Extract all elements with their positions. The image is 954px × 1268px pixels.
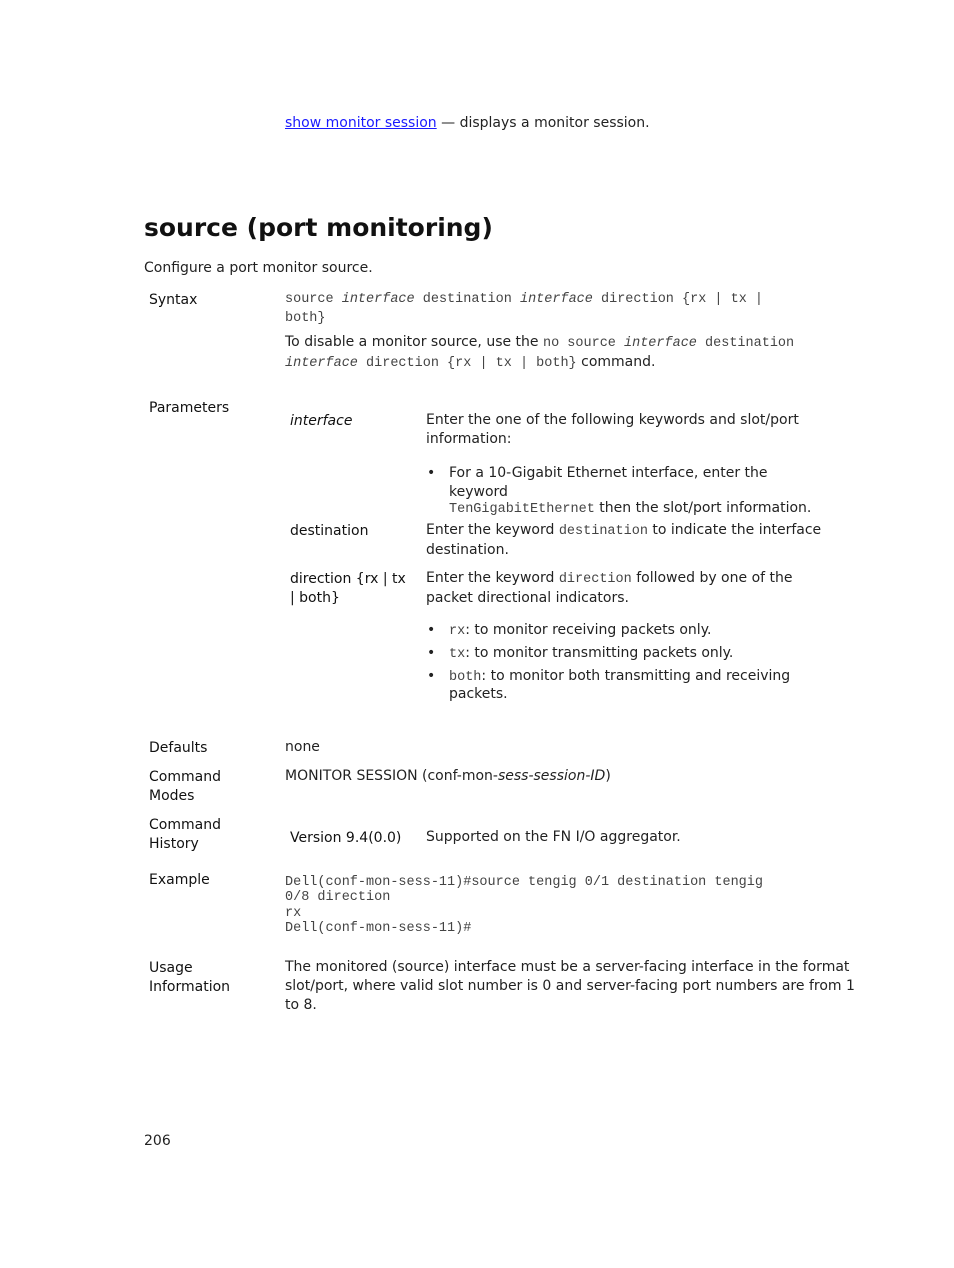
param-direction-desc-2: packet directional indicators. — [426, 590, 629, 606]
label-line: Modes — [149, 788, 195, 804]
label-line: Command — [149, 817, 221, 833]
usage-line: to 8. — [285, 997, 317, 1013]
intro-text: Configure a port monitor source. — [144, 260, 373, 276]
desc-code: destination — [558, 524, 648, 539]
usage-line: slot/port, where valid slot number is 0 and server-facing port numbers are from 1 — [285, 978, 855, 994]
bullet-text: : to monitor receiving packets only. — [465, 622, 712, 638]
parameters-label: Parameters — [149, 400, 230, 416]
label-line: History — [149, 836, 199, 852]
label-line: Command — [149, 769, 221, 785]
disable-text-line-2 — [285, 353, 655, 373]
param-interface-desc: Enter the one of the following keywords and slot/port information: — [426, 412, 799, 447]
disable-prefix: To disable a monitor source, use the — [285, 334, 543, 350]
param-name-line: direction {rx | tx — [290, 571, 406, 587]
bullet-text: packets. — [449, 686, 508, 702]
param-name-line: | both} — [290, 590, 340, 606]
mode-text: MONITOR SESSION (conf-mon- — [285, 768, 498, 784]
bullet-dot: • — [427, 645, 436, 661]
syntax-param: interface — [519, 292, 593, 307]
syntax-keyword: direction {rx | tx | — [592, 292, 764, 307]
bullet-text: then the slot/port information. — [594, 500, 812, 516]
desc-text: Enter the keyword — [426, 522, 559, 538]
disable-text-line-1 — [285, 333, 794, 353]
param-direction-name — [290, 570, 406, 608]
bullet-text: For a 10-Gigabit Ethernet interface, enter the keyword — [449, 465, 768, 500]
usage-label — [149, 959, 230, 997]
bullet-code: both — [449, 670, 482, 685]
label-line: Usage — [149, 960, 193, 976]
disable-suffix: command. — [576, 354, 656, 370]
mode-param: sess-session-ID — [497, 768, 606, 784]
disable-code-param: interface — [285, 356, 358, 371]
syntax-line-2: both} — [285, 311, 326, 326]
syntax-line-1 — [285, 292, 763, 307]
desc-text: Enter the keyword — [426, 570, 559, 586]
param-destination-name: destination — [290, 523, 369, 539]
syntax-keyword: destination — [414, 292, 520, 307]
direction-bullet-tx — [427, 644, 734, 664]
usage-line: The monitored (source) interface must be a server-facing interface in the format — [285, 959, 850, 975]
page-number: 206 — [144, 1133, 171, 1149]
param-destination-desc-2: destination. — [426, 542, 509, 558]
label-line: Information — [149, 979, 231, 995]
direction-bullet-rx — [427, 621, 712, 641]
param-direction-desc — [426, 569, 792, 589]
syntax-param: interface — [341, 292, 415, 307]
desc-text: to indicate the interface — [647, 522, 822, 538]
defaults-label: Defaults — [149, 740, 208, 756]
disable-code: direction {rx | tx | both} — [357, 356, 577, 371]
example-code: Dell(conf-mon-sess-11)#source tengig 0/1 destination tengig 0/8 direction rx Dell(conf-mon-sess-11)# — [285, 875, 763, 936]
history-version: Version 9.4(0.0) — [290, 830, 402, 846]
related-command-line — [285, 114, 650, 133]
bullet-code: TenGigabitEthernet — [449, 502, 595, 517]
desc-code: direction — [558, 572, 632, 587]
example-label: Example — [149, 872, 210, 888]
param-interface-name: interface — [290, 413, 353, 429]
disable-code: destination — [696, 336, 795, 351]
bullet-code: tx — [449, 647, 466, 662]
show-monitor-session-link[interactable]: show monitor session — [285, 115, 437, 131]
disable-code: no source — [542, 336, 624, 351]
direction-bullet-both — [427, 667, 829, 704]
usage-text — [285, 958, 855, 1015]
command-modes-value — [285, 767, 611, 786]
bullet-dot: • — [427, 668, 436, 684]
page-title: source (port monitoring) — [144, 213, 493, 242]
param-interface-bullet — [427, 464, 829, 519]
related-command-desc: — displays a monitor session. — [436, 115, 650, 131]
command-history-label — [149, 816, 221, 854]
syntax-label: Syntax — [149, 292, 198, 308]
param-destination-desc — [426, 521, 821, 541]
history-desc: Supported on the FN I/O aggregator. — [426, 829, 681, 845]
disable-code-param: interface — [624, 336, 697, 351]
bullet-dot: • — [427, 622, 436, 638]
bullet-dot: • — [427, 465, 436, 481]
desc-text: followed by one of the — [631, 570, 793, 586]
defaults-value: none — [285, 739, 320, 755]
bullet-code: rx — [449, 624, 466, 639]
command-modes-label — [149, 768, 221, 806]
bullet-text: : to monitor transmitting packets only. — [465, 645, 734, 661]
bullet-text: : to monitor both transmitting and receiving — [481, 668, 791, 684]
syntax-keyword: source — [285, 292, 342, 307]
mode-text: ) — [605, 768, 611, 784]
